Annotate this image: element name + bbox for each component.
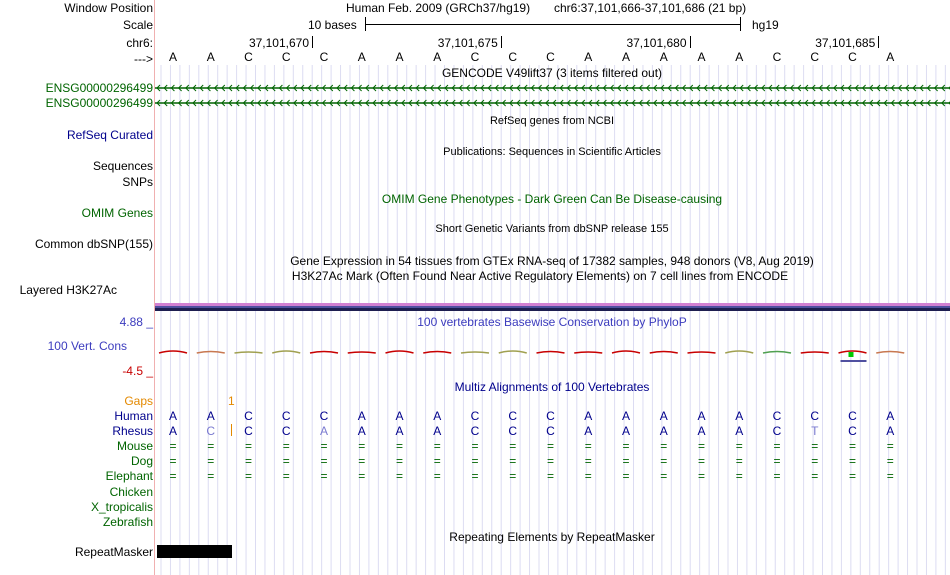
gap-count: 1 (228, 394, 235, 408)
alignment-base: A (395, 409, 404, 423)
alignment-base: C (508, 424, 518, 439)
phylop-mark (612, 351, 640, 353)
alignment-base: C (848, 424, 857, 439)
alignment-base: = (282, 454, 290, 469)
alignment-base: = (282, 469, 290, 484)
alignment-base: = (735, 439, 743, 454)
alignment-base: = (471, 454, 479, 469)
publications-snps-label[interactable]: SNPs (122, 175, 153, 189)
phylop-label[interactable]: 100 Vert. Cons (47, 339, 127, 353)
alignment-base: C (810, 409, 820, 423)
reference-base: C (810, 50, 820, 64)
alignment-base: T (811, 424, 819, 439)
phylop-highlight-mark (849, 352, 854, 357)
alignment-base: = (584, 439, 592, 454)
h3k27ac-track-title: H3K27Ac Mark (Often Found Near Active Regulatory Elements) on 7 cell lines from ENCODE (291, 269, 789, 283)
alignment-base: C (546, 424, 555, 439)
phylop-mark (574, 352, 602, 353)
alignment-base: C (508, 409, 518, 423)
alignment-base: = (697, 454, 705, 469)
reference-base: A (395, 50, 404, 64)
phylop-mark (423, 352, 451, 354)
window-position-label: Window Position (64, 1, 153, 15)
ruler-tick-label: 37,101,680 (626, 36, 687, 50)
alignment-base: = (735, 454, 743, 469)
gaps-label: Gaps (124, 394, 153, 408)
alignment-base: = (509, 439, 517, 454)
h3k27ac-signal-base (155, 308, 950, 311)
species-label[interactable]: X_tropicalis (90, 499, 153, 514)
alignment-base: C (244, 424, 253, 439)
species-label[interactable]: Human (114, 409, 153, 423)
alignment-base: = (697, 469, 705, 484)
species-label[interactable]: Mouse (116, 439, 153, 454)
reference-base: A (697, 50, 706, 64)
phylop-mark (499, 351, 527, 353)
reference-base: A (168, 50, 177, 64)
alignment-base: = (546, 469, 554, 484)
alignment-base: C (244, 409, 253, 423)
alignment-base: C (772, 424, 782, 439)
alignment-base: = (320, 469, 328, 484)
alignment-base: A (697, 409, 706, 423)
alignment-base: A (168, 424, 177, 439)
scale-bar-left-cap (365, 17, 366, 31)
alignment-base: = (848, 454, 856, 469)
alignment-base: = (169, 454, 177, 469)
alignment-base: = (811, 439, 819, 454)
gencode-track-title: GENCODE V49lift37 (3 items filtered out) (441, 66, 663, 80)
alignment-base: = (622, 469, 630, 484)
scale-bar (365, 24, 741, 25)
reference-base: C (848, 50, 857, 64)
phylop-mark (461, 352, 489, 353)
reference-base: C (470, 50, 480, 64)
refseq-label[interactable]: RefSeq Curated (66, 128, 153, 142)
species-label[interactable]: Rhesus (112, 424, 153, 439)
alignment-base: = (282, 439, 290, 454)
alignment-base: = (886, 469, 894, 484)
reference-base: C (772, 50, 782, 64)
reference-base: A (735, 50, 744, 64)
repeatmasker-track-title: Repeating Elements by RepeatMasker (449, 530, 655, 544)
alignment-base: A (357, 409, 366, 423)
phylop-mark (235, 352, 263, 353)
alignment-base: = (244, 439, 252, 454)
alignment-base: C (470, 424, 480, 439)
omim-track-title: OMIM Gene Phenotypes - Dark Green Can Be Disease-causing (381, 192, 723, 206)
ruler-tick-mark (501, 36, 502, 48)
reference-base: A (357, 50, 366, 64)
gencode-gene-2[interactable] (155, 97, 950, 109)
alignment-base: A (735, 424, 744, 439)
alignment-base: A (621, 409, 630, 423)
reference-base: C (281, 50, 291, 64)
gtex-track-title: Gene Expression in 54 tissues from GTEx RNA-seq of 17382 samples, 948 donors (V8, Aug 2019) (290, 254, 814, 268)
alignment-base: = (584, 469, 592, 484)
publications-track-title: Publications: Sequences in Scientific Articles (443, 146, 661, 158)
alignment-base: = (244, 469, 252, 484)
alignment-base: = (509, 469, 517, 484)
alignment-base: = (358, 454, 366, 469)
window-coordinates: chr6:37,101,666-37,101,686 (21 bp) (554, 1, 747, 15)
alignment-base: = (848, 469, 856, 484)
alignment-base: A (886, 424, 895, 439)
alignment-base: = (320, 439, 328, 454)
alignment-base: = (207, 469, 215, 484)
alignment-base: = (509, 454, 517, 469)
ruler-tick-label: 37,101,670 (248, 36, 309, 50)
alignment-base: A (433, 424, 442, 439)
alignment-base: A (168, 409, 177, 423)
alignment-base: = (886, 454, 894, 469)
scale-text: 10 bases (308, 18, 357, 32)
reference-base: A (584, 50, 593, 64)
alignment-base: A (433, 409, 442, 423)
species-label[interactable]: Elephant (105, 469, 153, 484)
multiz-track-title: Multiz Alignments of 100 Vertebrates (454, 380, 650, 394)
phylop-wiggle (155, 340, 950, 370)
alignment-base: = (395, 454, 403, 469)
alignment-base: = (546, 439, 554, 454)
alignment-base: = (622, 439, 630, 454)
alignment-base: = (622, 454, 630, 469)
strand-arrow-label: ---> (134, 52, 153, 66)
alignment-base: A (735, 409, 744, 423)
reference-base: A (433, 50, 442, 64)
species-label[interactable]: Zebrafish (102, 514, 153, 529)
alignment-base: C (206, 424, 216, 439)
reference-base: A (659, 50, 668, 64)
alignment-base: C (546, 409, 555, 423)
gencode-item-1-label[interactable]: ENSG00000296499 (45, 81, 153, 95)
reference-base: A (206, 50, 215, 64)
reference-base: C (546, 50, 555, 64)
reference-base: C (508, 50, 518, 64)
scale-label: Scale (122, 18, 153, 32)
species-label[interactable]: Chicken (109, 484, 153, 499)
alignment-base: = (471, 439, 479, 454)
phylop-mark (159, 351, 187, 353)
phylop-mark (801, 352, 829, 353)
alignment-base: C (848, 409, 857, 423)
alignment-base: A (886, 409, 895, 423)
alignment-base: A (584, 424, 593, 439)
alignment-base: = (169, 469, 177, 484)
alignment-base: = (886, 439, 894, 454)
alignment-base: = (773, 454, 781, 469)
ruler-tick-mark (312, 36, 313, 48)
omim-label[interactable]: OMIM Genes (81, 206, 153, 220)
ruler-tick-mark (878, 36, 879, 48)
alignment-base: A (659, 424, 668, 439)
phylop-mark (763, 352, 791, 354)
alignment-base: A (357, 424, 366, 439)
reference-base: C (244, 50, 253, 64)
phylop-mark (650, 352, 678, 354)
reference-base: A (886, 50, 895, 64)
dbsnp-label[interactable]: Common dbSNP(155) (34, 237, 153, 251)
alignment-base: = (811, 469, 819, 484)
repeatmasker-label[interactable]: RepeatMasker (74, 545, 153, 559)
alignment-base: = (169, 439, 177, 454)
alignment-base: = (660, 454, 668, 469)
alignment-base: = (320, 454, 328, 469)
publications-sequences-label[interactable]: Sequences (92, 159, 153, 173)
phylop-mark (197, 352, 225, 354)
alignment-base: = (395, 439, 403, 454)
phylop-mark (386, 351, 414, 353)
ruler-tick-label: 37,101,675 (437, 36, 498, 50)
alignment-base: = (471, 469, 479, 484)
phylop-mark (537, 352, 565, 354)
alignment-base: A (697, 424, 706, 439)
phylop-mark (688, 352, 716, 353)
reference-base: C (319, 50, 329, 64)
alignment-base: C (470, 409, 480, 423)
alignment-base: = (358, 439, 366, 454)
alignment-base: = (395, 469, 403, 484)
phylop-min-label: -4.5 _ (122, 364, 153, 378)
alignment-base: = (546, 454, 554, 469)
phylop-mark (310, 352, 338, 354)
phylop-max-label: 4.88 _ (119, 315, 153, 329)
alignment-base: = (848, 439, 856, 454)
alignment-base: = (660, 469, 668, 484)
alignment-base: = (773, 469, 781, 484)
gencode-item-2-label[interactable]: ENSG00000296499 (45, 96, 153, 110)
alignment-base: A (395, 424, 404, 439)
reference-base: A (621, 50, 630, 64)
alignment-base: = (660, 439, 668, 454)
dbsnp-track-title: Short Genetic Variants from dbSNP release 155 (435, 223, 669, 235)
alignment-base: A (659, 409, 668, 423)
alignment-base: = (735, 469, 743, 484)
phylop-mark (876, 352, 904, 354)
alignment-base: A (319, 424, 328, 439)
alignment-base: = (358, 469, 366, 484)
alignment-base: = (433, 439, 441, 454)
scale-bar-right-cap (740, 17, 741, 31)
phylop-mark (725, 351, 753, 353)
ruler-tick-label: 37,101,685 (815, 36, 876, 50)
alignment-base: C (772, 409, 782, 423)
alignment-base: = (433, 469, 441, 484)
alignment-base: = (244, 454, 252, 469)
h3k27ac-label[interactable]: Layered H3K27Ac (19, 283, 117, 297)
alignment-base: = (207, 454, 215, 469)
phylop-track-title: 100 vertebrates Basewise Conservation by PhyloP (417, 315, 687, 329)
alignment-base: = (433, 454, 441, 469)
alignment-base: = (697, 439, 705, 454)
scale-db: hg19 (752, 18, 779, 32)
alignment-base: C (281, 424, 291, 439)
alignment-base: A (584, 409, 593, 423)
alignment-base: = (811, 454, 819, 469)
chrom-label: chr6: (126, 36, 153, 50)
alignment-base: = (773, 439, 781, 454)
alignment-base: A (621, 424, 630, 439)
alignment-base: C (281, 409, 291, 423)
repeat-element[interactable] (157, 545, 232, 558)
alignment-base: = (207, 439, 215, 454)
gap-marker (231, 424, 232, 436)
alignment-base: A (206, 409, 215, 423)
gencode-gene-1[interactable] (155, 82, 950, 94)
assembly-name: Human Feb. 2009 (GRCh37/hg19) (346, 1, 531, 15)
ruler-tick-mark (690, 36, 691, 48)
refseq-track-title: RefSeq genes from NCBI (489, 115, 615, 127)
alignment-base: C (319, 409, 329, 423)
alignment-base: = (584, 454, 592, 469)
phylop-mark (272, 351, 300, 353)
phylop-mark (348, 352, 376, 353)
species-label[interactable]: Dog (130, 454, 153, 469)
